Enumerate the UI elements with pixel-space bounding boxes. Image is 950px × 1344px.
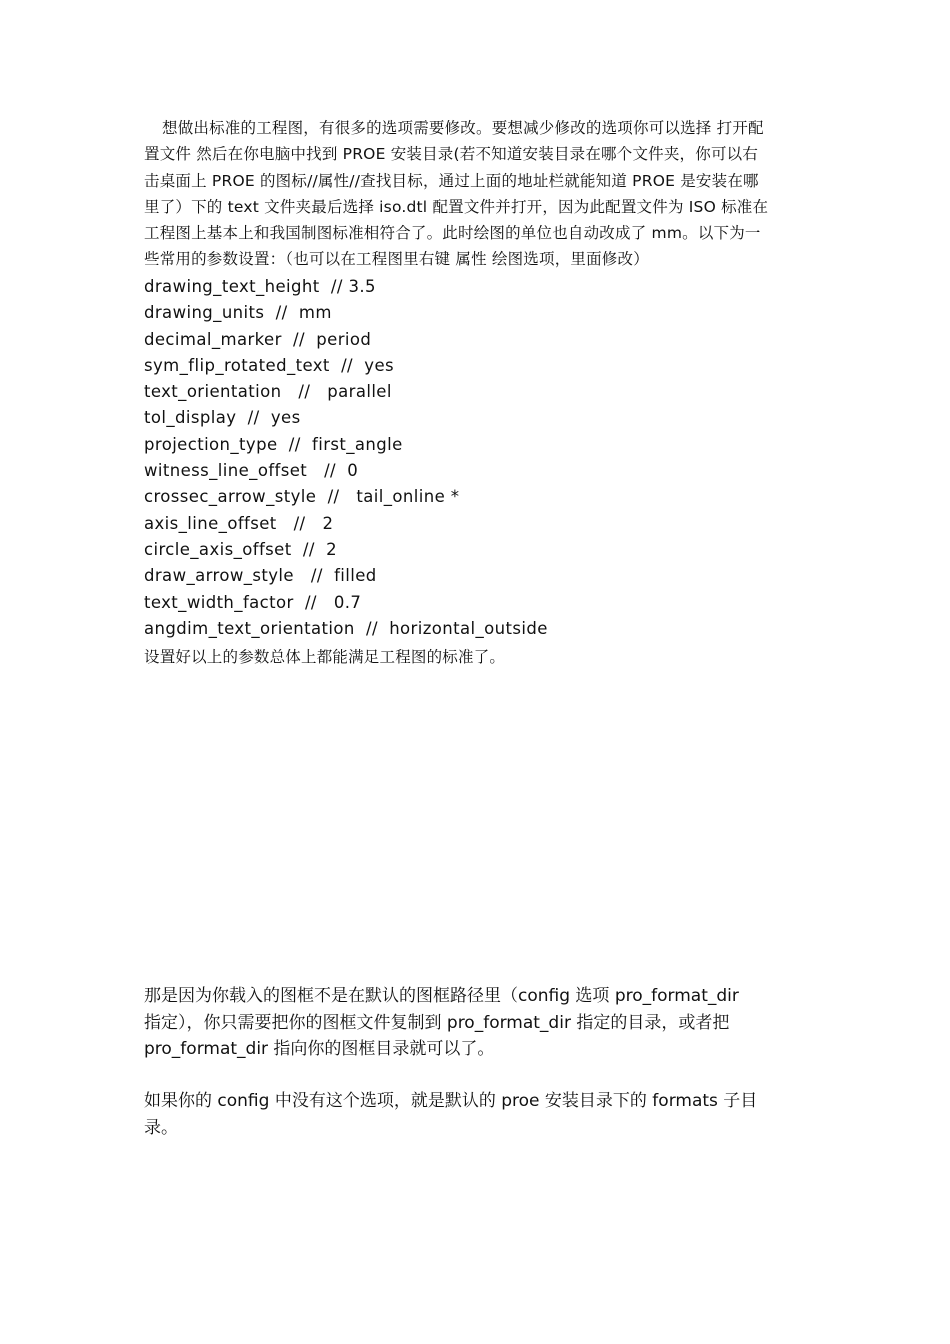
intro-line: 里了）下的 text 文件夹最后选择 iso.dtl 配置文件并打开，因为此配置文件为 ISO 标准在 bbox=[144, 197, 769, 216]
intro-line: 击桌面上 PROE 的图标//属性//查找目标，通过上面的地址栏就能知道 PROE 是安装在哪 bbox=[144, 171, 759, 190]
parameter-item: projection_type // first_angle bbox=[144, 434, 403, 454]
parameter-item: drawing_units // mm bbox=[144, 303, 332, 323]
default-dir-paragraph bbox=[144, 1088, 809, 1141]
intro-line: 想做出标准的工程图，有很多的选项需要修改。要想减少修改的选项你可以选择 打开配 bbox=[162, 119, 764, 137]
parameter-item: decimal_marker // period bbox=[144, 329, 372, 349]
paragraph-line: 那是因为你载入的图框不是在默认的图框路径里（config 选项 pro_format_dir bbox=[144, 986, 739, 1006]
parameter-item: text_width_factor // 0.7 bbox=[144, 592, 362, 612]
parameter-list bbox=[144, 274, 809, 642]
summary-text: 设置好以上的参数总体上都能满足工程图的标准了。 bbox=[144, 648, 506, 666]
format-dir-paragraph bbox=[144, 983, 809, 1063]
parameter-item: witness_line_offset // 0 bbox=[144, 461, 359, 481]
parameter-item: draw_arrow_style // filled bbox=[144, 566, 377, 586]
parameter-item: tol_display // yes bbox=[144, 408, 301, 428]
parameter-item: drawing_text_height // 3.5 bbox=[144, 277, 376, 296]
intro-paragraph bbox=[144, 115, 809, 273]
paragraph-line: 指定），你只需要把你的图框文件复制到 pro_format_dir 指定的目录，或者把 bbox=[144, 1012, 730, 1033]
parameter-item: sym_flip_rotated_text // yes bbox=[144, 355, 395, 375]
parameter-item: angdim_text_orientation // horizontal_outside bbox=[144, 618, 548, 638]
paragraph-line: pro_format_dir 指向你的图框目录就可以了。 bbox=[144, 1039, 495, 1059]
parameter-item: text_orientation // parallel bbox=[144, 382, 392, 402]
paragraph-line: 如果你的 config 中没有这个选项，就是默认的 proe 安装目录下的 formats 子目 bbox=[144, 1091, 758, 1111]
parameter-item: crossec_arrow_style // tail_online * bbox=[144, 487, 460, 507]
parameter-item: axis_line_offset // 2 bbox=[144, 513, 334, 533]
intro-line: 置文件 然后在你电脑中找到 PROE 安装目录(若不知道安装目录在哪个文件夹，你可以右 bbox=[144, 145, 759, 164]
intro-line: 工程图上基本上和我国制图标准相符合了。此时绘图的单位也自动改成了 mm。以下为一 bbox=[144, 224, 761, 243]
intro-line: 些常用的参数设置：（也可以在工程图里右键 属性 绘图选项，里面修改） bbox=[144, 250, 649, 269]
parameter-item: circle_axis_offset // 2 bbox=[144, 539, 337, 559]
paragraph-line: 录。 bbox=[144, 1117, 178, 1138]
